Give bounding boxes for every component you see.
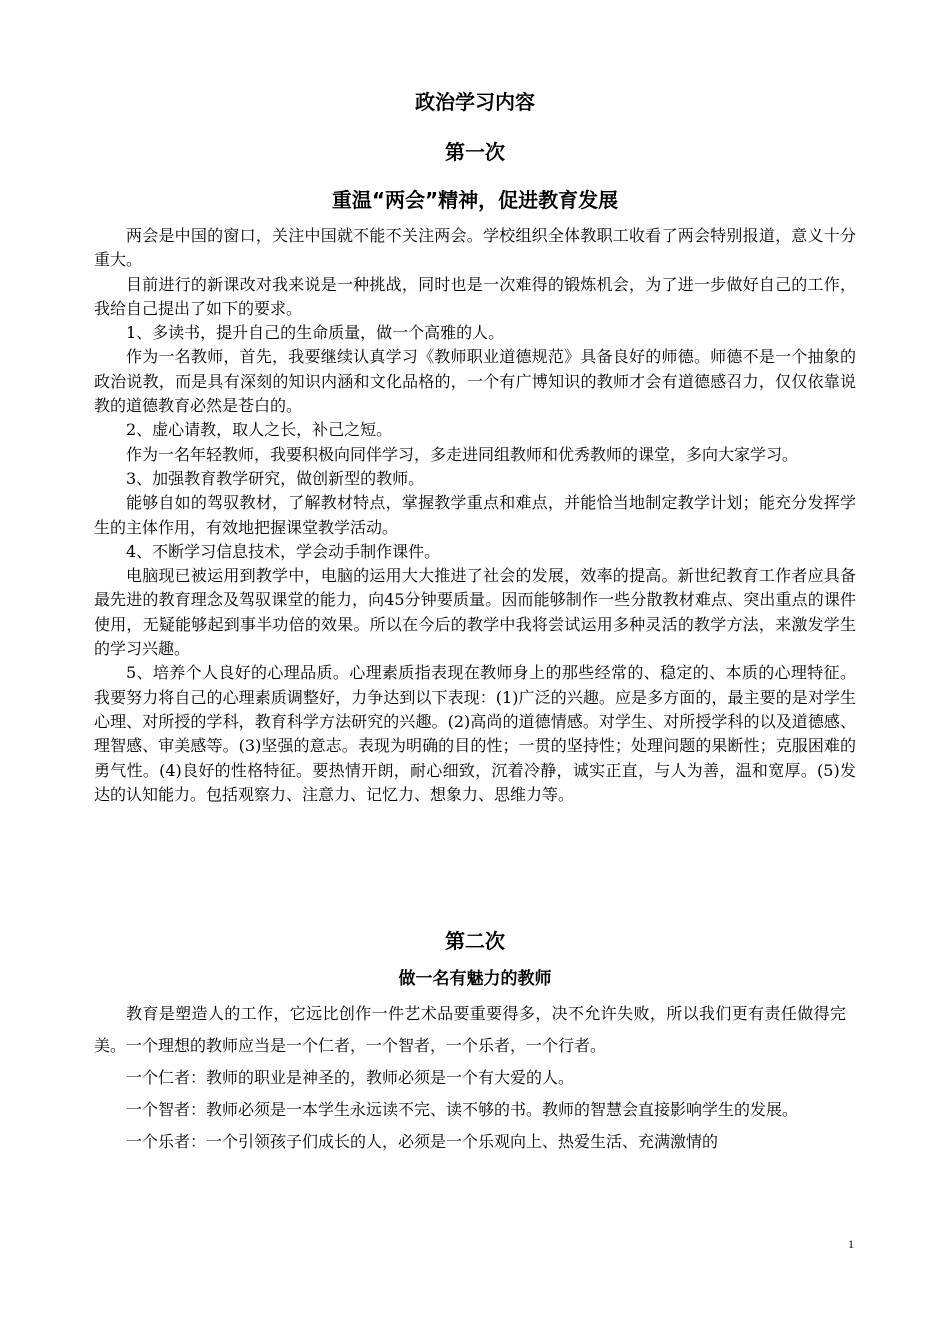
paragraph: 两会是中国的窗口，关注中国就不能不关注两会。学校组织全体教职工收看了两会特别报道，意义十分重大。	[94, 226, 856, 270]
document-title: 政治学习内容	[415, 90, 535, 114]
paragraph: 作为一名教师，首先，我要继续认真学习《教师职业道德规范》具备良好的师德。师德不是一个抽象的政治说教，而是具有深刻的知识内涵和文化品格的，一个有广博知识的教师才会有道德感召力，仅仅依靠说教的道德教育必然是苍白的。	[94, 347, 856, 416]
paragraph: 5、培养个人良好的心理品质。心理素质指表现在教师身上的那些经常的、稳定的、本质的心理特征。我要努力将自己的心理素质调整好，力争达到以下表现：(1)广泛的兴趣。应是多方面的，最主要的是对学生心理、对所授的学科，教育科学方法研究的兴趣。(2)高尚的道德情感。对学生、对所授学科的以及道德感、理智感、审美感等。(3)坚强的意志。表现为明确的目的性；一贯的坚持性；处理问题的果断性；克服困难的勇气性。(4)良好的性格特征。要热情开朗，耐心细致，沉着冷静，诚实正直，与人为善，温和宽厚。(5)发达的认知能力。包括观察力、注意力、记忆力、想象力、思维力等。	[94, 663, 856, 804]
paragraph: 2、虚心请教，取人之长，补己之短。	[126, 420, 393, 440]
section1-heading: 第一次	[445, 140, 505, 164]
paragraph: 一个仁者：教师的职业是神圣的，教师必须是一个有大爱的人。	[126, 1068, 575, 1087]
paragraph: 目前进行的新课改对我来说是一种挑战，同时也是一次难得的锻炼机会，为了进一步做好自己的工作，我给自己提出了如下的要求。	[94, 274, 856, 318]
section1-subtitle: 重温“两会”精神，促进教育发展	[331, 188, 619, 212]
section1-body	[94, 224, 856, 807]
paragraph: 一个乐者：一个引领孩子们成长的人，必须是一个乐观向上、热爱生活、充满激情的	[126, 1132, 719, 1151]
paragraph: 1、多读书，提升自己的生命质量，做一个高雅的人。	[126, 323, 505, 343]
page-number: 1	[848, 1237, 854, 1251]
paragraph: 电脑现已被运用到教学中，电脑的运用大大推进了社会的发展，效率的提高。新世纪教育工作者应具备最先进的教育理念及驾驭课堂的能力，向45分钟要质量。因而能够制作一些分散教材难点、突出重点的课件使用，无疑能够起到事半功倍的效果。所以在今后的教学中我将尝试运用多种灵活的教学方法，来激发学生的学习兴趣。	[94, 566, 856, 659]
paragraph: 4、不断学习信息技术，学会动手制作课件。	[126, 541, 441, 561]
paragraph: 教育是塑造人的工作，它远比创作一件艺术品要重要得多，决不允许失败，所以我们更有责任做得完美。一个理想的教师应当是一个仁者，一个智者，一个乐者，一个行者。	[94, 1004, 846, 1055]
paragraph: 能够自如的驾驭教材，了解教材特点，掌握教学重点和难点，并能恰当地制定教学计划；能充分发挥学生的主体作用，有效地把握课堂教学活动。	[94, 493, 856, 537]
paragraph: 作为一名年轻教师，我要积极向同伴学习，多走进同组教师和优秀教师的课堂，多向大家学习。	[126, 444, 799, 464]
section2-body	[94, 998, 846, 1158]
section2-heading: 第二次	[445, 929, 505, 953]
paragraph: 3、加强教育教学研究，做创新型的教师。	[126, 468, 425, 488]
section2-subtitle: 做一名有魅力的教师	[398, 969, 552, 989]
paragraph: 一个智者：教师必须是一本学生永远读不完、读不够的书。教师的智慧会直接影响学生的发展。	[126, 1100, 799, 1119]
